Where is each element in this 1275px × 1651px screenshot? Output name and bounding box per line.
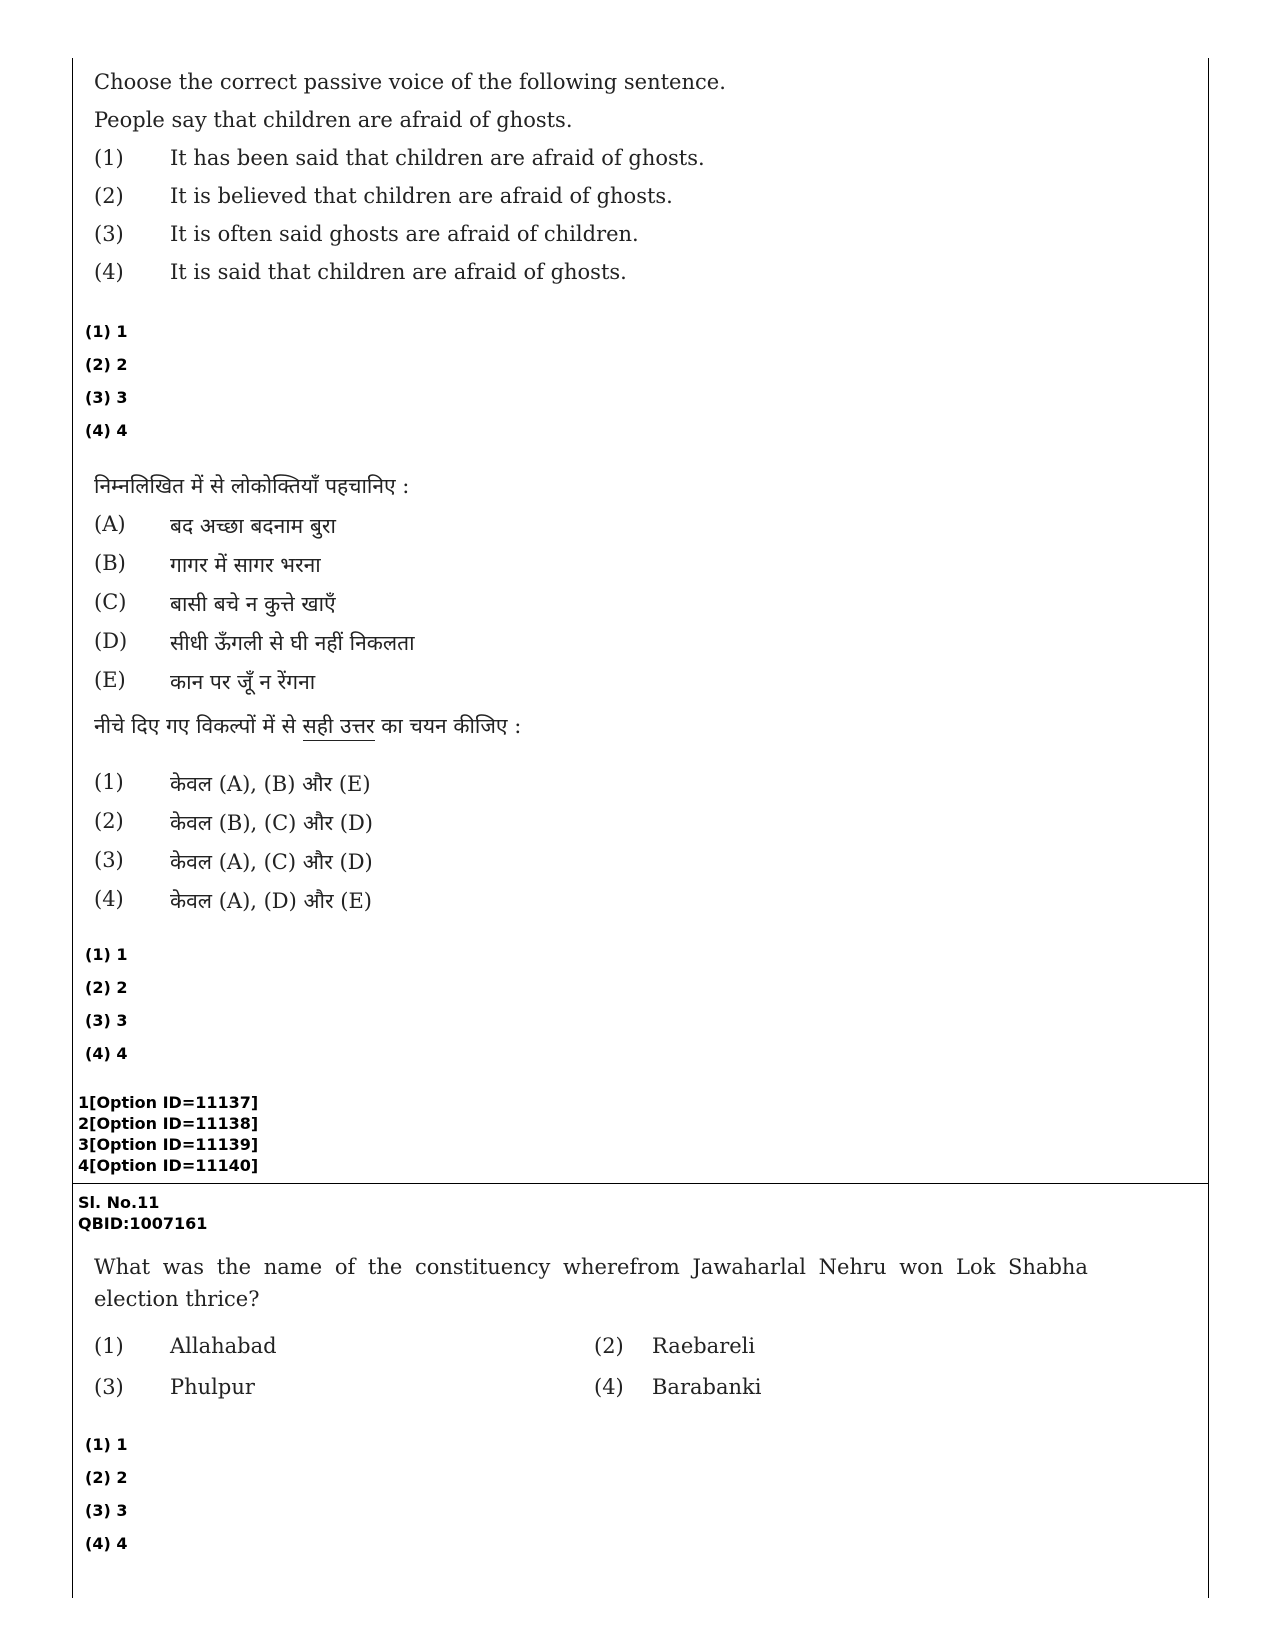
q1-answer-choice: (1) 1 [85,322,128,341]
q2-item-text: गागर में सागर भरना [170,553,321,577]
q2-item-text: सीधी ऊँगली से घी नहीं निकलता [170,631,415,655]
q2-item-num: (C) [94,590,127,614]
q3-question-line1: What was the name of the constituency wherefrom Jawaharlal Nehru won Lok Shabha [94,1255,1088,1279]
q2-answer-choice: (2) 2 [85,978,128,997]
q1-answer-choice: (4) 4 [85,421,128,440]
q3-option-num: (4) [594,1375,624,1399]
q1-option-text: It is believed that children are afraid of ghosts. [170,184,673,208]
q3-answer-choice: (2) 2 [85,1468,128,1487]
q3-option-num: (2) [594,1334,624,1358]
q3-option-text: Barabanki [652,1375,762,1399]
q1-option-text: It is said that children are afraid of ghosts. [170,260,627,284]
q1-answer-choice: (3) 3 [85,388,128,407]
q2-option-text: केवल (A), (D) और (E) [170,889,372,913]
q2-answer-choice: (3) 3 [85,1011,128,1030]
q3-option-num: (1) [94,1334,124,1358]
q3-option-text: Raebareli [652,1334,756,1358]
q2-instruction-post: का चयन कीजिए : [374,714,522,738]
q3-answer-choice: (4) 4 [85,1534,128,1553]
q2-option-num: (2) [94,809,124,833]
q2-item-text: बासी बचे न कुत्ते खाएँ [170,592,336,616]
q2-item-num: (B) [94,551,126,575]
q2-option-num: (1) [94,770,124,794]
q2-option-id: 3[Option ID=11139] [78,1135,259,1154]
q1-answer-choice: (2) 2 [85,355,128,374]
q3-option-text: Allahabad [170,1334,277,1358]
q1-sentence: People say that children are afraid of ghosts. [94,108,573,132]
q2-option-id: 1[Option ID=11137] [78,1093,259,1112]
q2-instruction [94,712,521,740]
q2-answer-choice: (1) 1 [85,945,128,964]
q3-answer-choice: (3) 3 [85,1501,128,1520]
q2-question: निम्नलिखित में से लोकोक्तियाँ पहचानिए : [94,474,410,498]
q2-option-num: (3) [94,848,124,872]
q3-option-text: Phulpur [170,1375,255,1399]
q2-answer-choice: (4) 4 [85,1044,128,1063]
q1-option-text: It has been said that children are afraid of ghosts. [170,146,705,170]
section-divider [72,1183,1209,1184]
q3-option-num: (3) [94,1375,124,1399]
left-border [72,58,73,1598]
q2-item-text: कान पर जूँ न रेंगना [170,670,316,694]
q1-question: Choose the correct passive voice of the following sentence. [94,70,726,94]
q2-instruction-pre: नीचे दिए गए विकल्पों में से [94,714,303,738]
q2-item-num: (E) [94,668,126,692]
q2-option-text: केवल (A), (C) और (D) [170,850,373,874]
q1-option-num: (2) [94,184,124,208]
q1-option-num: (1) [94,146,124,170]
q3-serial-number: Sl. No.11 [78,1193,160,1212]
q2-option-id: 4[Option ID=11140] [78,1156,259,1175]
q2-item-text: बद अच्छा बदनाम बुरा [170,514,336,538]
q2-option-num: (4) [94,887,124,911]
q2-item-num: (A) [94,512,126,536]
q1-option-num: (4) [94,260,124,284]
q2-instruction-underlined: सही उत्तर [303,714,375,741]
q1-option-num: (3) [94,222,124,246]
q3-answer-choice: (1) 1 [85,1435,128,1454]
q2-option-id: 2[Option ID=11138] [78,1114,259,1133]
q3-question-line2: election thrice? [94,1287,260,1311]
q3-qbid: QBID:1007161 [78,1214,208,1233]
q2-option-text: केवल (B), (C) और (D) [170,811,373,835]
right-border [1208,58,1209,1598]
q2-option-text: केवल (A), (B) और (E) [170,772,371,796]
q1-option-text: It is often said ghosts are afraid of children. [170,222,639,246]
q2-item-num: (D) [94,629,128,653]
